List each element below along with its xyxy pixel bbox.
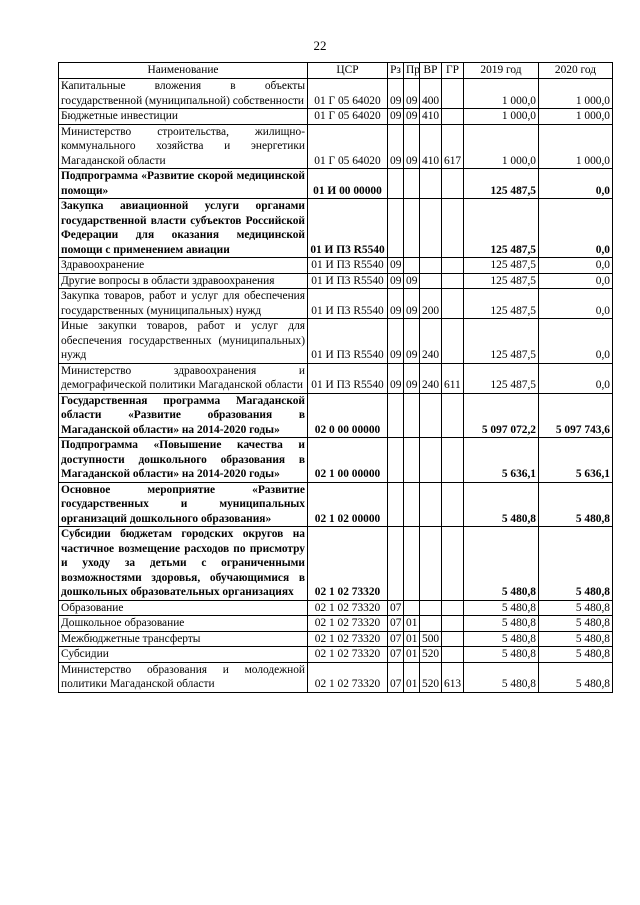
cell-pr: 01 (404, 631, 420, 647)
cell-2020: 5 097 743,6 (539, 393, 613, 438)
cell-vr (420, 258, 442, 274)
cell-rz: 09 (388, 363, 404, 393)
cell-name: Подпрограмма «Повышение качества и доступности дошкольного образования в Магаданской области» на 2014-2020 годы» (59, 438, 308, 483)
cell-name: Субсидии (59, 647, 308, 663)
cell-2020: 5 480,8 (539, 600, 613, 616)
cell-rz: 07 (388, 662, 404, 692)
cell-pr (404, 393, 420, 438)
table-row (59, 169, 613, 199)
table-row (59, 616, 613, 632)
cell-gr (442, 319, 464, 364)
cell-vr: 200 (420, 289, 442, 319)
cell-pr: 09 (404, 289, 420, 319)
cell-rz: 07 (388, 647, 404, 663)
cell-vr: 520 (420, 662, 442, 692)
cell-vr: 410 (420, 124, 442, 169)
table-row (59, 273, 613, 289)
cell-gr: 611 (442, 363, 464, 393)
cell-2019: 125 487,5 (464, 363, 539, 393)
cell-2020: 0,0 (539, 363, 613, 393)
cell-vr (420, 482, 442, 527)
cell-pr: 09 (404, 273, 420, 289)
cell-rz: 07 (388, 631, 404, 647)
cell-pr: 01 (404, 647, 420, 663)
cell-csr: 01 Г 05 64020 (308, 124, 388, 169)
cell-2019: 5 480,8 (464, 600, 539, 616)
cell-vr (420, 169, 442, 199)
cell-csr: 01 И П3 R5540 (308, 199, 388, 258)
cell-name: Образование (59, 600, 308, 616)
cell-gr (442, 527, 464, 601)
cell-vr (420, 438, 442, 483)
table-header-row (59, 63, 613, 79)
table-row (59, 662, 613, 692)
cell-rz: 09 (388, 273, 404, 289)
cell-name: Министерство строительства, жилищно-коммунального хозяйства и энергетики Магаданской области (59, 124, 308, 169)
cell-gr (442, 438, 464, 483)
cell-name: Дошкольное образование (59, 616, 308, 632)
cell-csr: 01 Г 05 64020 (308, 109, 388, 125)
cell-pr (404, 600, 420, 616)
table-row (59, 631, 613, 647)
cell-gr (442, 482, 464, 527)
table-row (59, 647, 613, 663)
table-row (59, 363, 613, 393)
cell-csr: 02 1 02 73320 (308, 616, 388, 632)
cell-2019: 125 487,5 (464, 169, 539, 199)
cell-2019: 5 480,8 (464, 647, 539, 663)
cell-pr (404, 258, 420, 274)
table-row (59, 438, 613, 483)
table-body (59, 79, 613, 693)
cell-gr (442, 109, 464, 125)
cell-vr (420, 199, 442, 258)
cell-gr (442, 169, 464, 199)
cell-rz (388, 438, 404, 483)
cell-2019: 125 487,5 (464, 258, 539, 274)
cell-name: Межбюджетные трансферты (59, 631, 308, 647)
cell-name: Министерство здравоохранения и демографической политики Магаданской области (59, 363, 308, 393)
cell-rz (388, 393, 404, 438)
cell-pr (404, 527, 420, 601)
cell-2020: 5 636,1 (539, 438, 613, 483)
header-pr: Пр (404, 63, 420, 79)
cell-csr: 01 Г 05 64020 (308, 79, 388, 109)
table-row (59, 600, 613, 616)
cell-pr: 09 (404, 124, 420, 169)
cell-name: Капитальные вложения в объекты государственной (муниципальной) собственности (59, 79, 308, 109)
cell-vr (420, 616, 442, 632)
cell-name: Закупка товаров, работ и услуг для обеспечения государственных (муниципальных) нужд (59, 289, 308, 319)
cell-2019: 1 000,0 (464, 124, 539, 169)
table-row (59, 319, 613, 364)
cell-gr (442, 289, 464, 319)
table-row (59, 482, 613, 527)
cell-gr: 617 (442, 124, 464, 169)
cell-rz: 07 (388, 616, 404, 632)
cell-pr: 01 (404, 616, 420, 632)
cell-2019: 5 480,8 (464, 662, 539, 692)
header-rz: Рз (388, 63, 404, 79)
cell-2019: 1 000,0 (464, 79, 539, 109)
table-row (59, 527, 613, 601)
cell-vr (420, 600, 442, 616)
page-number: 22 (313, 38, 327, 53)
cell-vr: 240 (420, 363, 442, 393)
cell-gr (442, 647, 464, 663)
cell-2019: 5 636,1 (464, 438, 539, 483)
cell-2019: 125 487,5 (464, 319, 539, 364)
cell-2019: 5 480,8 (464, 631, 539, 647)
cell-2019: 5 480,8 (464, 482, 539, 527)
header-name: Наименование (59, 63, 308, 79)
cell-pr: 09 (404, 79, 420, 109)
cell-name: Подпрограмма «Развитие скорой медицинской помощи» (59, 169, 308, 199)
cell-rz: 09 (388, 258, 404, 274)
cell-gr (442, 393, 464, 438)
cell-csr: 02 1 02 73320 (308, 631, 388, 647)
cell-2019: 5 480,8 (464, 527, 539, 601)
cell-vr: 410 (420, 109, 442, 125)
cell-gr: 613 (442, 662, 464, 692)
cell-pr (404, 199, 420, 258)
cell-2020: 1 000,0 (539, 124, 613, 169)
cell-2020: 5 480,8 (539, 647, 613, 663)
cell-rz (388, 527, 404, 601)
cell-2020: 5 480,8 (539, 482, 613, 527)
cell-rz (388, 169, 404, 199)
cell-name: Государственная программа Магаданской области «Развитие образования в Магаданской области» на 2014-2020 годы» (59, 393, 308, 438)
cell-gr (442, 631, 464, 647)
cell-2019: 125 487,5 (464, 273, 539, 289)
table-row (59, 109, 613, 125)
cell-2020: 0,0 (539, 258, 613, 274)
cell-rz: 09 (388, 289, 404, 319)
cell-name: Министерство образования и молодежной политики Магаданской области (59, 662, 308, 692)
cell-csr: 02 1 02 73320 (308, 600, 388, 616)
cell-2020: 1 000,0 (539, 109, 613, 125)
cell-rz: 09 (388, 319, 404, 364)
cell-vr (420, 393, 442, 438)
header-2019: 2019 год (464, 63, 539, 79)
cell-csr: 02 1 02 73320 (308, 647, 388, 663)
cell-csr: 01 И П3 R5540 (308, 273, 388, 289)
cell-csr: 02 1 02 00000 (308, 482, 388, 527)
cell-gr (442, 79, 464, 109)
cell-vr (420, 273, 442, 289)
cell-csr: 01 И П3 R5540 (308, 289, 388, 319)
cell-2020: 0,0 (539, 319, 613, 364)
cell-csr: 01 И 00 00000 (308, 169, 388, 199)
cell-pr (404, 169, 420, 199)
cell-name: Закупка авиационной услуги органами государственной власти субъектов Российской Федерации для оказания медицинской помощи с применением авиации (59, 199, 308, 258)
cell-2019: 5 480,8 (464, 616, 539, 632)
cell-rz: 09 (388, 79, 404, 109)
cell-vr: 500 (420, 631, 442, 647)
cell-csr: 02 0 00 00000 (308, 393, 388, 438)
cell-name: Другие вопросы в области здравоохранения (59, 273, 308, 289)
table-row (59, 258, 613, 274)
cell-csr: 01 И П3 R5540 (308, 319, 388, 364)
cell-pr: 09 (404, 109, 420, 125)
cell-2020: 5 480,8 (539, 527, 613, 601)
cell-2020: 0,0 (539, 169, 613, 199)
header-vr: ВР (420, 63, 442, 79)
cell-rz: 09 (388, 124, 404, 169)
cell-name: Основное мероприятие «Развитие государственных и муниципальных организаций дошкольного образования» (59, 482, 308, 527)
cell-gr (442, 616, 464, 632)
cell-gr (442, 600, 464, 616)
cell-name: Иные закупки товаров, работ и услуг для обеспечения государственных (муниципальных) нужд (59, 319, 308, 364)
cell-2020: 0,0 (539, 273, 613, 289)
cell-2020: 5 480,8 (539, 616, 613, 632)
cell-2019: 125 487,5 (464, 289, 539, 319)
table-row (59, 393, 613, 438)
cell-pr: 09 (404, 319, 420, 364)
cell-2020: 5 480,8 (539, 662, 613, 692)
header-csr: ЦСР (308, 63, 388, 79)
cell-csr: 02 1 02 73320 (308, 527, 388, 601)
cell-name: Субсидии бюджетам городских округов на частичное возмещение расходов по присмотру и уходу за детьми с ограниченными возможностями здоровья, обучающимися в дошкольных образовательных организациях (59, 527, 308, 601)
header-2020: 2020 год (539, 63, 613, 79)
cell-2020: 5 480,8 (539, 631, 613, 647)
cell-rz: 07 (388, 600, 404, 616)
cell-rz (388, 482, 404, 527)
cell-csr: 01 И П3 R5540 (308, 363, 388, 393)
cell-csr: 02 1 00 00000 (308, 438, 388, 483)
cell-pr: 09 (404, 363, 420, 393)
cell-gr (442, 258, 464, 274)
cell-name: Бюджетные инвестиции (59, 109, 308, 125)
cell-pr (404, 482, 420, 527)
table-row (59, 199, 613, 258)
cell-csr: 01 И П3 R5540 (308, 258, 388, 274)
cell-csr: 02 1 02 73320 (308, 662, 388, 692)
cell-pr: 01 (404, 662, 420, 692)
header-gr: ГР (442, 63, 464, 79)
table-row (59, 289, 613, 319)
cell-vr: 520 (420, 647, 442, 663)
cell-gr (442, 199, 464, 258)
cell-vr: 240 (420, 319, 442, 364)
cell-2019: 1 000,0 (464, 109, 539, 125)
cell-gr (442, 273, 464, 289)
cell-2019: 5 097 072,2 (464, 393, 539, 438)
cell-2020: 0,0 (539, 289, 613, 319)
cell-vr: 400 (420, 79, 442, 109)
budget-table (58, 62, 613, 693)
cell-vr (420, 527, 442, 601)
cell-pr (404, 438, 420, 483)
cell-2020: 0,0 (539, 199, 613, 258)
cell-2020: 1 000,0 (539, 79, 613, 109)
cell-name: Здравоохранение (59, 258, 308, 274)
cell-2019: 125 487,5 (464, 199, 539, 258)
cell-rz: 09 (388, 109, 404, 125)
table-row (59, 79, 613, 109)
table-row (59, 124, 613, 169)
cell-rz (388, 199, 404, 258)
